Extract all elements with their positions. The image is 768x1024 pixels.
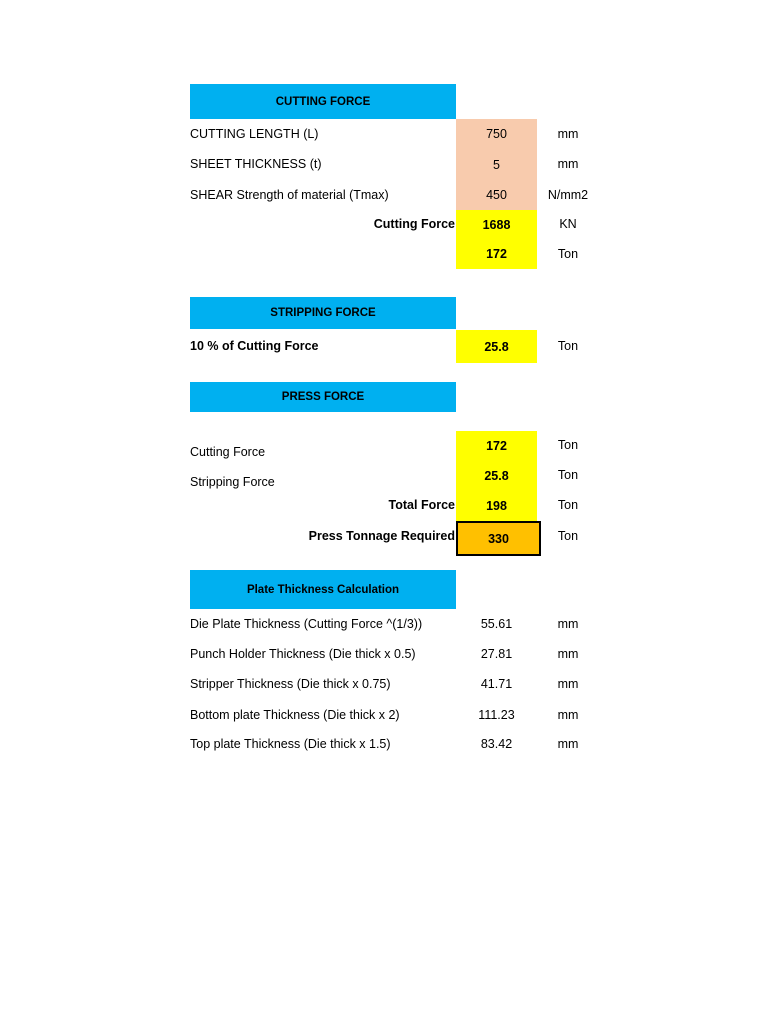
press-tonnage-value[interactable]: 330 — [456, 521, 541, 556]
cutting-length-label: CUTTING LENGTH (L) — [190, 127, 319, 141]
cutting-force-kn-unit: KN — [559, 217, 577, 231]
cutting-force-header: CUTTING FORCE — [190, 84, 456, 119]
bottom-plate-thickness-label: Bottom plate Thickness (Die thick x 2) — [190, 708, 400, 722]
plate-thickness-header: Plate Thickness Calculation — [190, 570, 456, 609]
sheet-thickness-unit: mm — [557, 157, 579, 171]
sheet-thickness-label: SHEET THICKNESS (t) — [190, 157, 322, 171]
top-plate-thickness-unit: mm — [557, 737, 579, 751]
press-stripping-force-value: 25.8 — [456, 461, 537, 491]
press-cutting-force-unit: Ton — [557, 438, 579, 452]
shear-strength-label: SHEAR Strength of material (Tmax) — [190, 188, 389, 202]
total-force-value: 198 — [456, 491, 537, 521]
cutting-force-ton-value: 172 — [456, 239, 537, 269]
bottom-plate-thickness-unit: mm — [557, 708, 579, 722]
cutting-length-unit: mm — [557, 127, 579, 141]
stripping-force-header: STRIPPING FORCE — [190, 297, 456, 329]
cutting-force-result-label: Cutting Force — [373, 217, 455, 231]
shear-strength-value[interactable]: 450 — [456, 180, 537, 210]
die-plate-thickness-value: 55.61 — [480, 617, 513, 631]
press-cutting-force-label: Cutting Force — [190, 445, 266, 459]
punch-holder-thickness-label: Punch Holder Thickness (Die thick x 0.5) — [190, 647, 416, 661]
total-force-unit: Ton — [557, 498, 579, 512]
stripper-thickness-unit: mm — [557, 677, 579, 691]
press-tonnage-label: Press Tonnage Required — [308, 529, 455, 543]
top-plate-thickness-value: 83.42 — [480, 737, 513, 751]
cutting-force-ton-unit: Ton — [557, 247, 579, 261]
top-plate-thickness-label: Top plate Thickness (Die thick x 1.5) — [190, 737, 391, 751]
sheet-thickness-value[interactable]: 5 — [456, 149, 537, 180]
stripping-force-label: 10 % of Cutting Force — [190, 339, 319, 353]
stripper-thickness-label: Stripper Thickness (Die thick x 0.75) — [190, 677, 391, 691]
press-stripping-force-unit: Ton — [557, 468, 579, 482]
cutting-force-kn-value: 1688 — [456, 210, 537, 239]
bottom-plate-thickness-value: 111.23 — [478, 708, 515, 722]
total-force-label: Total Force — [388, 498, 455, 512]
press-stripping-force-label: Stripping Force — [190, 475, 275, 489]
die-plate-thickness-unit: mm — [557, 617, 579, 631]
press-force-header: PRESS FORCE — [190, 382, 456, 412]
stripping-force-unit: Ton — [557, 339, 579, 353]
stripping-force-value: 25.8 — [456, 330, 537, 363]
press-tonnage-unit: Ton — [557, 529, 579, 543]
cutting-length-value[interactable]: 750 — [456, 119, 537, 149]
punch-holder-thickness-unit: mm — [557, 647, 579, 661]
press-cutting-force-value: 172 — [456, 431, 537, 461]
stripper-thickness-value: 41.71 — [480, 677, 513, 691]
die-plate-thickness-label: Die Plate Thickness (Cutting Force ^(1/3)) — [190, 617, 423, 631]
shear-strength-unit: N/mm2 — [547, 188, 589, 202]
punch-holder-thickness-value: 27.81 — [480, 647, 513, 661]
